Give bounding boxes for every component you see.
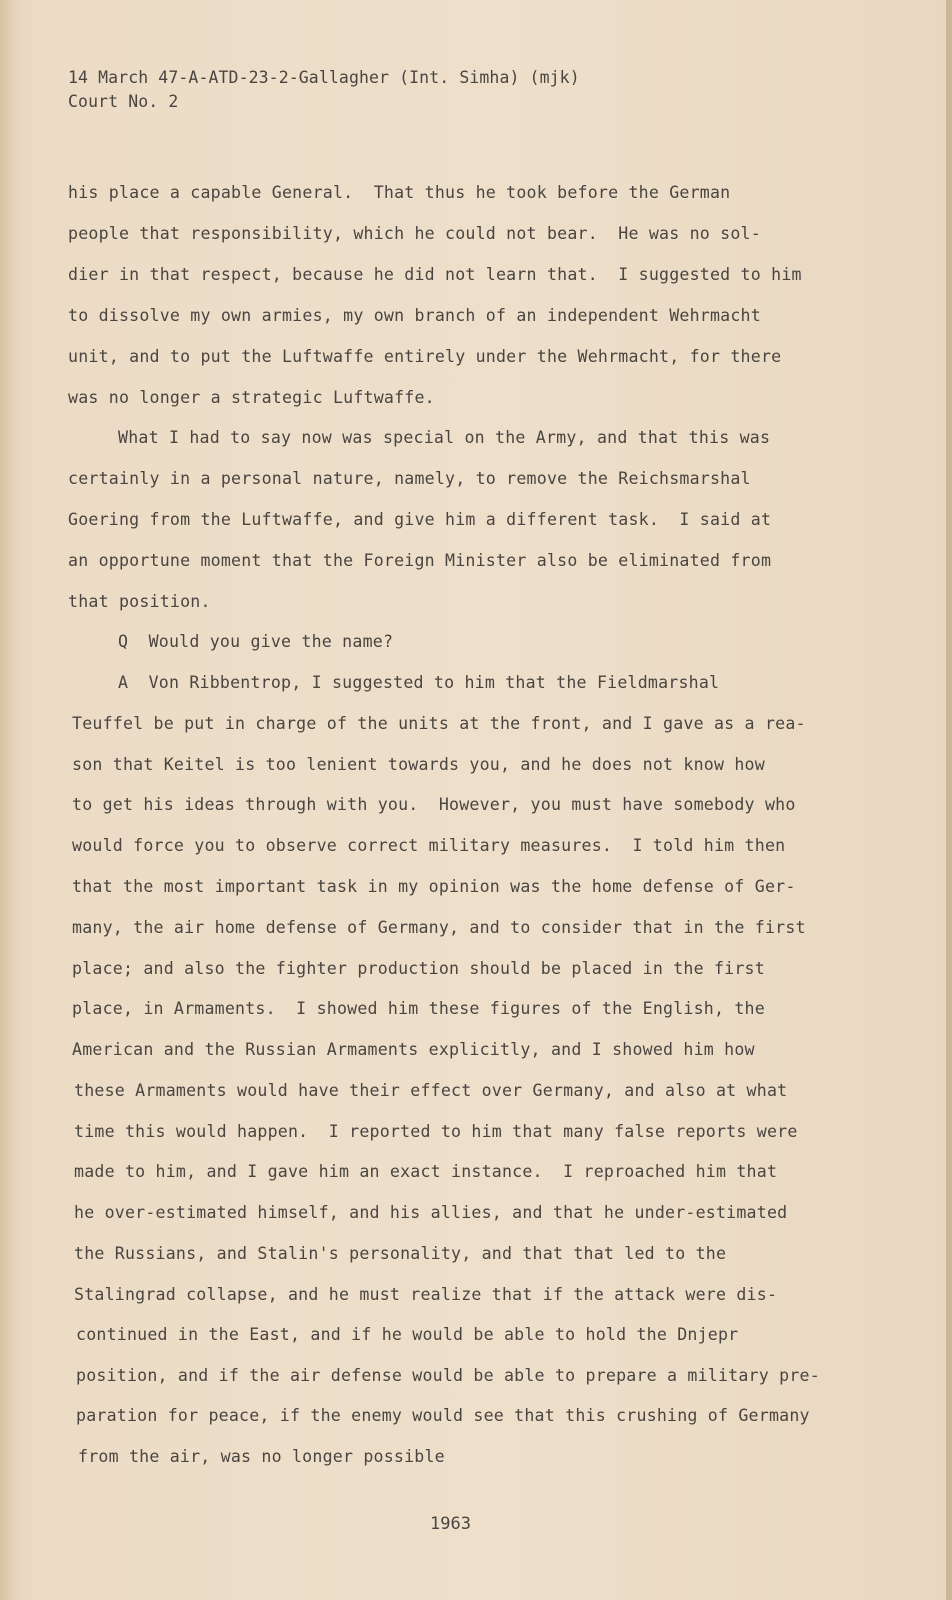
body-line: from the air, was no longer possible [78,1447,445,1466]
body-line: the Russians, and Stalin's personality, and that that led to the [74,1244,727,1263]
body-line: time this would happen. I reported to him that many false reports were [74,1122,798,1141]
body-line: certainly in a personal nature, namely, to remove the Reichsmarshal [68,469,751,488]
body-line: continued in the East, and if he would be able to hold the Dnjepr [76,1325,739,1344]
page-left-edge [0,0,18,1600]
header-line-2: Court No. 2 [68,92,179,111]
body-line: made to him, and I gave him an exact instance. I reproached him that [74,1162,778,1181]
body-line: A Von Ribbentrop, I suggested to him that the Fieldmarshal [118,673,720,692]
document-header [68,66,580,114]
body-line: American and the Russian Armaments explicitly, and I showed him how [72,1040,755,1059]
body-line: people that responsibility, which he could not bear. He was no sol- [68,224,761,243]
body-line: would force you to observe correct military measures. I told him then [72,836,786,855]
body-line: place; and also the fighter production should be placed in the first [72,959,765,978]
body-line: to get his ideas through with you. However, you must have somebody who [72,795,796,814]
body-line: place, in Armaments. I showed him these figures of the English, the [72,999,765,1018]
body-line: his place a capable General. That thus he took before the German [68,183,731,202]
body-line: Teuffel be put in charge of the units at the front, and I gave as a rea- [72,714,806,733]
page-number: 1963 [430,1514,471,1534]
body-line: unit, and to put the Luftwaffe entirely under the Wehrmacht, for there [68,347,782,366]
body-line: Q Would you give the name? [118,632,394,651]
body-line: an opportune moment that the Foreign Minister also be eliminated from [68,551,772,570]
body-line: dier in that respect, because he did not learn that. I suggested to him [68,265,802,284]
header-line-1: 14 March 47-A-ATD-23-2-Gallagher (Int. Simha) (mjk) [68,68,580,87]
page-right-edge [946,0,952,1600]
body-line: many, the air home defense of Germany, and to consider that in the first [72,918,806,937]
body-line: Goering from the Luftwaffe, and give him a different task. I said at [68,510,772,529]
body-line: to dissolve my own armies, my own branch of an independent Wehrmacht [68,306,761,325]
body-line: that the most important task in my opinion was the home defense of Ger- [72,877,796,896]
body-line: was no longer a strategic Luftwaffe. [68,388,435,407]
body-line: position, and if the air defense would be able to prepare a military pre- [76,1366,820,1385]
body-line: paration for peace, if the enemy would see that this crushing of Germany [76,1406,810,1425]
body-line: son that Keitel is too lenient towards you, and he does not know how [72,755,765,774]
body-line: that position. [68,592,211,611]
body-line: Stalingrad collapse, and he must realize that if the attack were dis- [74,1285,778,1304]
body-line: What I had to say now was special on the Army, and that this was [118,428,771,447]
body-line: these Armaments would have their effect over Germany, and also at what [74,1081,788,1100]
body-line: he over-estimated himself, and his allies, and that he under-estimated [74,1203,788,1222]
